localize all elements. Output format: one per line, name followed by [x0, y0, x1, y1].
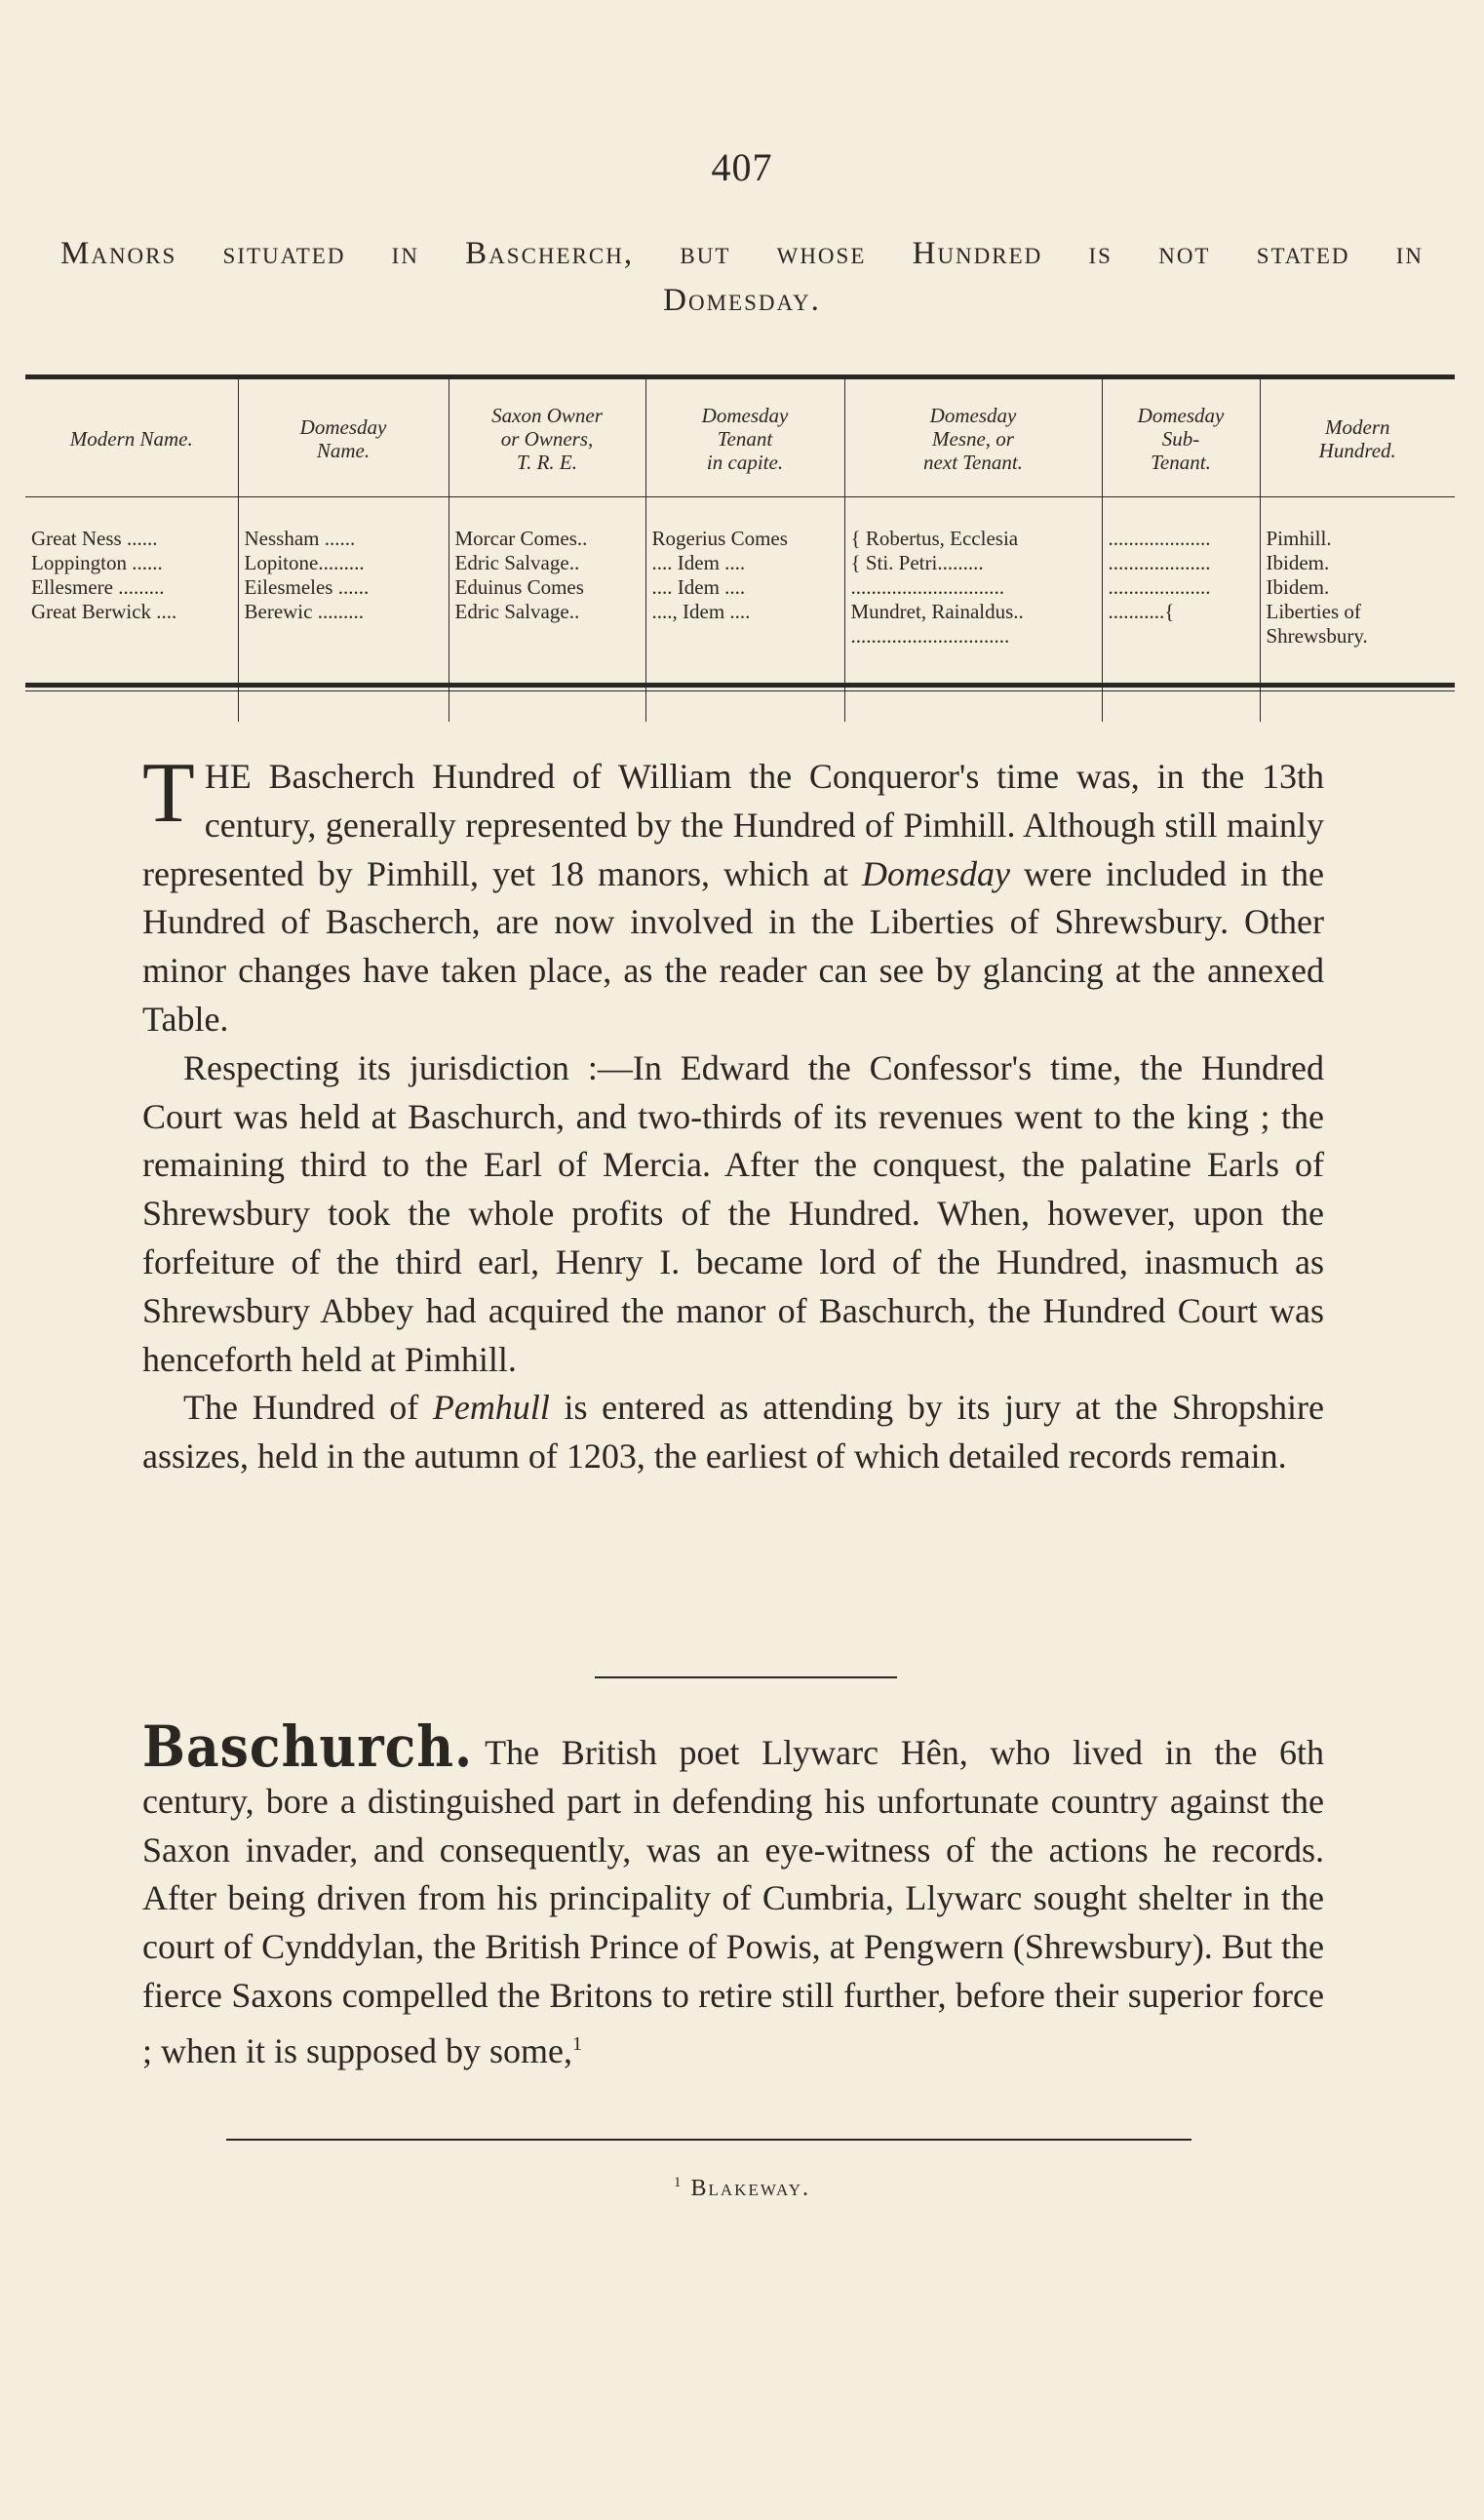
paragraph-3-italic: Pemhull [432, 1388, 550, 1428]
column-header-line: Mesne, or [932, 427, 1014, 451]
table-cell-entry: Edric Salvage.. [454, 551, 580, 574]
table-cell-entry: ...........{ [1108, 600, 1175, 623]
footnote-text: Blakeway. [690, 2176, 810, 2201]
table-cell-entry: .... Idem .... [651, 551, 746, 574]
paragraph-3-text-2: is entered as attending by its jury at the Shropshire assizes, held in the autumn of 1203, the earliest of which detailed records remain. [142, 1388, 1325, 1477]
column-header-line: Domesday [299, 415, 387, 439]
column-header-line: Domesday [929, 404, 1017, 427]
page-number: 407 [711, 145, 773, 189]
paragraph-1-italic: Domesday [862, 853, 1011, 893]
column-cell-4 [844, 497, 1102, 723]
column-cell-0 [25, 497, 238, 723]
table-bottom-thin-rule [25, 690, 1455, 691]
column-header-line: Sub- [1161, 427, 1200, 451]
table-cell-entry: ............................... [850, 624, 1010, 648]
table-cell-entry: .................... [1108, 575, 1211, 599]
column-header-3 [645, 379, 844, 497]
table-cell-entry: Rogerius Comes [651, 527, 788, 550]
column-header-line: Domesday [701, 404, 789, 427]
table-cell-entry: Shrewsbury. [1266, 624, 1368, 648]
table-cell-entry: { Sti. Petri......... [850, 551, 984, 574]
table-cell-entry: Nessham ...... [244, 527, 356, 550]
table-title [60, 230, 1424, 324]
paragraph-1-text: HE Bascherch Hundred of William the Conqueror's time was, in the 13th century, generally represented by the Hundred of Pimhill. Although still mainly represented by Pimhill, yet 18 manors, which at [142, 757, 1324, 893]
table-title-line-1: Manors situated in Bascherch, but whose Hundred is not stated in [60, 236, 1424, 271]
footnote-mark: 1 [674, 2175, 683, 2190]
table-cell-entry: .................... [1108, 527, 1211, 550]
column-header-line: Tenant. [1151, 451, 1211, 474]
paragraph-2: Respecting its jurisdiction :—In Edward the Confessor's time, the Hundred Court was held at Baschurch, and two-thirds of its revenues went to the king ; the remaining third to the Earl of Mercia. After the conquest, the palatine Earls of Shrewsbury took the whole profits of the Hundred. When, however, upon the forfeiture of the third earl, Henry I. became lord of the Hundred, inasmuch as Shrewsbury Abbey had acquired the manor of Baschurch, the Hundred Court was henceforth held at Pimhill. [142, 1047, 1324, 1379]
column-cell-1 [238, 497, 449, 723]
column-header-5 [1102, 379, 1260, 497]
paragraph-4-text: The British poet Llywarc Hên, who lived in the 6th century, bore a distinguished part in defending his unfortunate country against the Saxon invader, and consequently, was an eye-witness of the actions he records. After being driven from his principality of Cumbria, Llywarc sought shelter in the court of Cynddylan, the British Prince of Powis, at Pengwern (Shrewsbury). But the fierce Saxons compelled the Britons to retire still further, before their superior force ; when it is supposed by some, [142, 1733, 1324, 2070]
table-header-row [25, 379, 1455, 497]
paragraph-3 [142, 1384, 1324, 1481]
column-header-0 [25, 379, 238, 497]
footnote-rule [226, 2139, 1191, 2141]
table-cell-entry: Liberties of [1266, 600, 1361, 623]
section-divider [595, 1676, 897, 1678]
column-header-line: in capite. [706, 451, 784, 474]
column-header-1 [238, 379, 449, 497]
table-cell-entry: Mundret, Rainaldus.. [850, 600, 1024, 623]
table-cell-entry: Ellesmere ......... [31, 575, 165, 599]
column-header-line: Modern Name. [69, 427, 193, 451]
column-header-line: Tenant [717, 427, 773, 451]
table-cell-entry: ...., Idem .... [651, 600, 751, 623]
table-cell-entry: Lopitone......... [244, 551, 365, 574]
column-cell-3 [645, 497, 844, 723]
table-cell-entry: .................... [1108, 551, 1211, 574]
section-heading: Baschurch. [142, 1713, 474, 1781]
column-header-line: Saxon Owner [491, 404, 603, 427]
footnote [0, 2175, 1484, 2202]
column-cell-6 [1260, 497, 1455, 723]
table-cell-entry: Ibidem. [1266, 551, 1330, 574]
table-cell-entry: Ibidem. [1266, 575, 1330, 599]
column-header-line: Name. [316, 439, 371, 462]
body-text-main [142, 746, 1325, 1481]
column-header-6 [1260, 379, 1455, 497]
column-header-4 [844, 379, 1102, 497]
manors-table [25, 379, 1455, 722]
table-title-line-2: Domesday. [663, 283, 821, 318]
table-body-row [25, 497, 1455, 723]
table-cell-entry: { Robertus, Ecclesia [850, 527, 1019, 550]
table-cell-entry: Great Berwick .... [31, 600, 177, 623]
column-header-line: T. R. E. [516, 451, 578, 474]
table-cell-entry: Morcar Comes.. [454, 527, 588, 550]
table-cell-entry: .............................. [850, 575, 1004, 599]
table-cell-entry: Berewic ......... [244, 600, 364, 623]
paragraph-1 [142, 746, 1325, 1044]
paragraph-4 [142, 1713, 1324, 2076]
paragraph-3-text: The Hundred of [183, 1388, 419, 1428]
table-cell-entry: Pimhill. [1266, 527, 1332, 550]
column-header-line: Domesday [1137, 404, 1225, 427]
paragraph-1-text-2: were included in the Hundred of Bascherch, are now involved in the Liberties of Shrewsbury. Other minor changes have taken place, as the reader can see by glancing at the annexed Table. [142, 853, 1325, 1039]
column-header-line: Hundred. [1318, 439, 1396, 462]
table-cell-entry: Loppington ...... [31, 551, 163, 574]
column-cell-2 [449, 497, 645, 723]
column-header-line: Modern [1325, 415, 1390, 439]
column-header-2 [449, 379, 645, 497]
footnote-reference: 1 [571, 2032, 582, 2055]
table-cell-entry: Edric Salvage.. [454, 600, 580, 623]
column-header-line: next Tenant. [923, 451, 1023, 474]
table-cell-entry: .... Idem .... [651, 575, 746, 599]
column-cell-5 [1102, 497, 1260, 723]
drop-cap: T [142, 746, 195, 841]
column-header-line: or Owners, [500, 427, 594, 451]
table-cell-entry: Eilesmeles ...... [244, 575, 370, 599]
table-cell-entry: Great Ness ...... [31, 527, 158, 550]
table-bottom-rule [25, 683, 1455, 688]
table-cell-entry: Eduinus Comes [454, 575, 584, 599]
body-text-baschurch [142, 1713, 1324, 2076]
